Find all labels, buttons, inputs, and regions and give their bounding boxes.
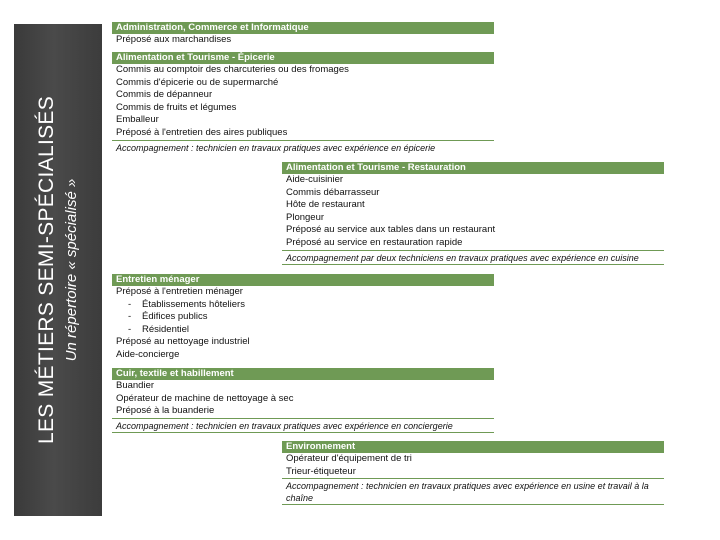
list-item: Commis de dépanneur bbox=[116, 89, 213, 101]
block-header: Environnement bbox=[282, 441, 664, 453]
list-item: Buandier bbox=[116, 380, 155, 391]
block-cuir-textile bbox=[112, 368, 494, 433]
sidebar-title-panel bbox=[14, 24, 102, 516]
list-item: Commis débarrasseur bbox=[286, 186, 380, 198]
dash-bullet: - bbox=[128, 323, 132, 335]
sidebar-text-group bbox=[14, 24, 102, 516]
block-body bbox=[282, 453, 664, 504]
accompaniment-note: Accompagnement : technicien en travaux pratiques avec expérience en épicerie bbox=[112, 140, 494, 154]
block-environnement bbox=[282, 441, 664, 505]
block-header: Administration, Commerce et Informatique bbox=[112, 22, 494, 34]
sub-list-item-label: Édifices publics bbox=[142, 311, 208, 323]
sub-list-item-label: Résidentiel bbox=[142, 323, 189, 335]
block-body bbox=[282, 174, 664, 264]
list-item: Aide-cuisinier bbox=[286, 174, 344, 185]
dash-bullet: - bbox=[128, 311, 132, 323]
list-item: Hôte de restaurant bbox=[286, 199, 365, 211]
list-item: Commis de fruits et légumes bbox=[116, 101, 237, 113]
sub-list-item-label: Établissements hôteliers bbox=[142, 298, 245, 310]
block-header: Entretien ménager bbox=[112, 274, 494, 286]
list-item: Emballeur bbox=[116, 114, 159, 126]
list-item: Préposé au service aux tables dans un restaurant bbox=[286, 224, 496, 236]
block-body bbox=[112, 34, 494, 47]
sub-list-item bbox=[112, 324, 494, 337]
list-item: Opérateur de machine de nettoyage à sec bbox=[116, 392, 294, 404]
list-item: Préposé à l'entretien ménager bbox=[116, 286, 243, 297]
page-title: LES MÉTIERS SEMI-SPÉCIALISÉS bbox=[35, 96, 58, 444]
block-header: Alimentation et Tourisme - Restauration bbox=[282, 162, 664, 174]
sub-list-item bbox=[112, 311, 494, 324]
block-header: Cuir, textile et habillement bbox=[112, 368, 494, 380]
accompaniment-note: Accompagnement : technicien en travaux pratiques avec expérience en conciergerie bbox=[112, 418, 494, 432]
list-item: Plongeur bbox=[286, 211, 325, 223]
list-item: Préposé aux marchandises bbox=[116, 34, 232, 45]
dash-bullet: - bbox=[128, 298, 132, 310]
accompaniment-note: Accompagnement par deux techniciens en travaux pratiques avec expérience en cuisine bbox=[282, 250, 664, 264]
list-item: Commis au comptoir des charcuteries ou des fromages bbox=[116, 64, 349, 75]
list-item: Préposé à l'entretien des aires publiques bbox=[116, 126, 288, 138]
list-item: Préposé à la buanderie bbox=[116, 405, 215, 417]
list-item: Trieur-étiqueteur bbox=[286, 465, 356, 477]
accompaniment-note: Accompagnement : technicien en travaux pratiques avec expérience en usine et travail à la chaîne bbox=[282, 478, 664, 504]
list-item: Aide-concierge bbox=[116, 348, 180, 360]
list-item: Opérateur d'équipement de tri bbox=[286, 453, 412, 464]
page-subtitle: Un répertoire « spécialisé » bbox=[63, 178, 80, 362]
sub-list-item bbox=[112, 299, 494, 312]
block-body bbox=[112, 286, 494, 362]
block-header: Alimentation et Tourisme - Épicerie bbox=[112, 52, 494, 64]
list-item: Préposé au nettoyage industriel bbox=[116, 336, 250, 348]
block-body bbox=[112, 380, 494, 432]
block-administration bbox=[112, 22, 494, 47]
list-item: Préposé au service en restauration rapide bbox=[286, 236, 463, 248]
block-body bbox=[112, 64, 494, 154]
block-entretien-menager bbox=[112, 274, 494, 362]
list-item: Commis d'épicerie ou de supermarché bbox=[116, 76, 279, 88]
block-restauration bbox=[282, 162, 664, 265]
block-epicerie bbox=[112, 52, 494, 154]
